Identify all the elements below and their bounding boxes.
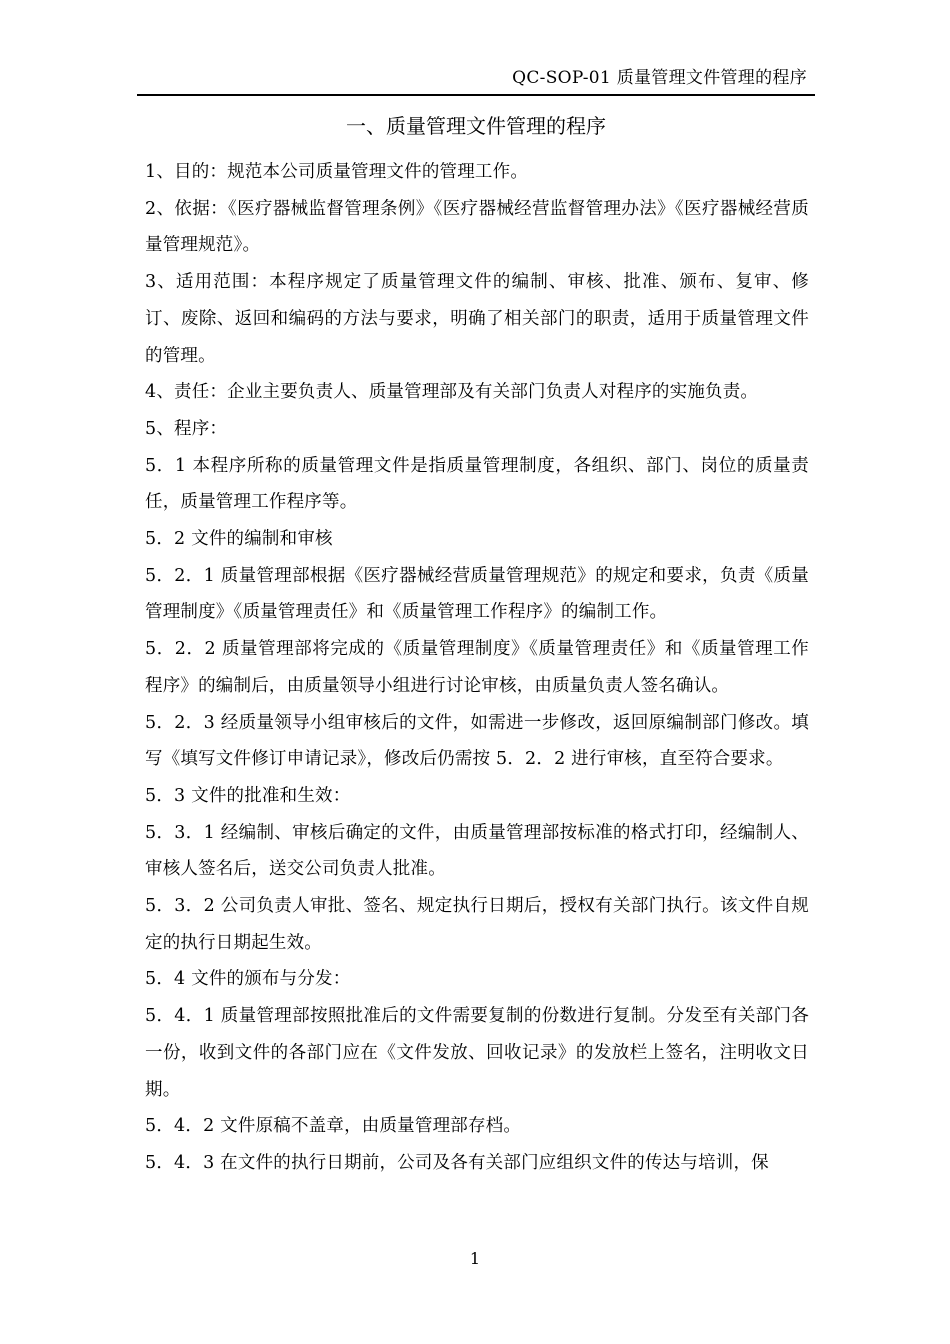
paragraph-5-2-1: 5．2．1 质量管理部根据《医疗器械经营质量管理规范》的规定和要求，负责《质量管理制度》《质量管理责任》和《质量管理工作程序》的编制工作。 (145, 565, 809, 623)
page-number: 1 (469, 1249, 481, 1268)
paragraph-5-3-1: 5．3．1 经编制、审核后确定的文件，由质量管理部按标准的格式打印，经编制人、审核人签名后，送交公司负责人批准。 (145, 822, 809, 880)
header-document-code: QC-SOP-01 质量管理文件管理的程序 (512, 68, 807, 88)
paragraph-scope: 3、适用范围：本程序规定了质量管理文件的编制、审核、批准、颁布、复审、修订、废除、返回和编码的方法与要求，明确了相关部门的职责，适用于质量管理文件的管理。 (145, 272, 809, 366)
document-title: 一、质量管理文件管理的程序 (346, 114, 606, 138)
paragraph-procedure-heading: 5、程序： (145, 418, 228, 439)
paragraph-5-4: 5．4 文件的颁布与分发： (145, 969, 351, 990)
paragraph-5-2-2: 5．2．2 质量管理部将完成的《质量管理制度》《质量管理责任》和《质量管理工作程序》的编制后，由质量领导小组进行讨论审核，由质量负责人签名确认。 (145, 639, 809, 696)
paragraph-5-2: 5．2 文件的编制和审核 (145, 529, 333, 550)
paragraph-responsibility: 4、责任：企业主要负责人、质量管理部及有关部门负责人对程序的实施负责。 (145, 382, 759, 403)
paragraph-5-2-3: 5．2．3 经质量领导小组审核后的文件，如需进一步修改，返回原编制部门修改。填写《填写文件修订申请记录》，修改后仍需按 5．2．2 进行审核，直至符合要求。 (145, 712, 809, 770)
paragraph-5-1: 5．1 本程序所称的质量管理文件是指质量管理制度，各组织、部门、岗位的质量责任，质量管理工作程序等。 (145, 455, 809, 513)
paragraph-5-4-1: 5．4．1 质量管理部按照批准后的文件需要复制的份数进行复制。分发至有关部门各一份，收到文件的各部门应在《文件发放、回收记录》的发放栏上签名，注明收文日期。 (145, 1006, 809, 1100)
header-rule (137, 94, 815, 96)
paragraph-5-3: 5．3 文件的批准和生效： (145, 785, 351, 806)
paragraph-5-3-2: 5．3．2 公司负责人审批、签名、规定执行日期后，授权有关部门执行。该文件自规定的执行日期起生效。 (145, 896, 809, 953)
paragraph-basis: 2、依据：《医疗器械监督管理条例》《医疗器械经营监督管理办法》《医疗器械经营质量管理规范》。 (145, 198, 809, 256)
page-header (137, 66, 815, 96)
paragraph-5-4-3: 5．4．3 在文件的执行日期前，公司及各有关部门应组织文件的传达与培训，保 (145, 1152, 769, 1173)
document-body (145, 154, 809, 1182)
paragraph-5-4-2: 5．4．2 文件原稿不盖章，由质量管理部存档。 (145, 1116, 522, 1137)
paragraph-purpose: 1、目的：规范本公司质量管理文件的管理工作。 (145, 162, 529, 182)
